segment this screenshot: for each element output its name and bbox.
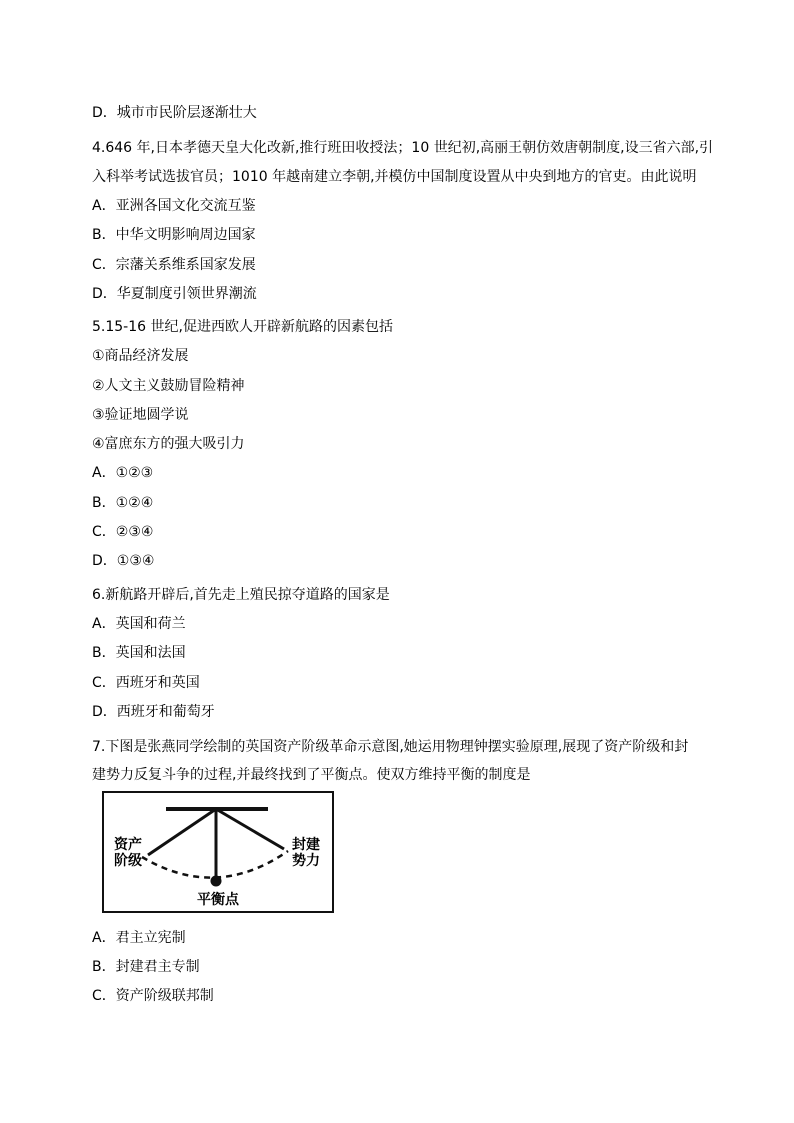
bottom-label-balance-point: 平衡点 — [197, 892, 239, 908]
question-7-stem-line2: 建势力反复斗争的过程,并最终找到了平衡点。使双方维持平衡的制度是 — [92, 767, 531, 783]
pendulum-diagram — [102, 791, 334, 913]
question-6-option-c[interactable]: C．西班牙和英国 — [92, 675, 200, 691]
pendulum-bob — [211, 876, 222, 887]
question-6-option-a[interactable]: A．英国和荷兰 — [92, 616, 186, 632]
question-7-stem-line1: 7.下图是张燕同学绘制的英国资产阶级革命示意图,她运用物理钟摆实验原理,展现了资产阶级和封 — [92, 739, 689, 755]
question-6-option-b[interactable]: B．英国和法国 — [92, 645, 186, 661]
question-4-stem-line2: 入科举考试选拔官员；1010 年越南建立李朝,并模仿中国制度设置从中央到地方的官吏。由此说明 — [92, 169, 697, 185]
option-d-prev[interactable]: D．城市市民阶层逐渐壮大 — [92, 105, 257, 121]
question-4-stem-line1: 4.646 年,日本孝德天皇大化改新,推行班田收授法；10 世纪初,高丽王朝仿效唐朝制度,设三省六部,引 — [92, 140, 714, 156]
right-label-feudal-forces: 封建 势力 — [292, 837, 320, 869]
question-7-option-a[interactable]: A．君主立宪制 — [92, 930, 186, 946]
question-5-option-c[interactable]: C．②③④ — [92, 524, 154, 540]
question-5-option-d[interactable]: D．①③④ — [92, 553, 155, 569]
question-5-item-4: ④富庶东方的强大吸引力 — [92, 436, 245, 452]
question-4-option-a[interactable]: A．亚洲各国文化交流互鉴 — [92, 198, 256, 214]
question-4-option-d[interactable]: D．华夏制度引领世界潮流 — [92, 286, 257, 302]
question-5-item-1: ①商品经济发展 — [92, 348, 189, 364]
pendulum-right-arm — [216, 809, 284, 849]
question-6-stem: 6.新航路开辟后,首先走上殖民掠夺道路的国家是 — [92, 587, 390, 603]
pendulum-left-arm — [148, 809, 216, 855]
question-5-item-2: ②人文主义鼓励冒险精神 — [92, 378, 245, 394]
question-4-option-c[interactable]: C．宗藩关系维系国家发展 — [92, 257, 256, 273]
question-4-option-b[interactable]: B．中华文明影响周边国家 — [92, 227, 256, 243]
question-5-option-b[interactable]: B．①②④ — [92, 495, 154, 511]
question-5-item-3: ③验证地圆学说 — [92, 407, 189, 423]
question-5-stem: 5.15-16 世纪,促进西欧人开辟新航路的因素包括 — [92, 319, 393, 335]
left-label-bourgeoisie: 资产 阶级 — [114, 837, 142, 869]
question-7-option-b[interactable]: B．封建君主专制 — [92, 959, 200, 975]
question-5-option-a[interactable]: A．①②③ — [92, 465, 154, 481]
question-6-option-d[interactable]: D．西班牙和葡萄牙 — [92, 704, 215, 720]
question-7-option-c[interactable]: C．资产阶级联邦制 — [92, 988, 214, 1004]
